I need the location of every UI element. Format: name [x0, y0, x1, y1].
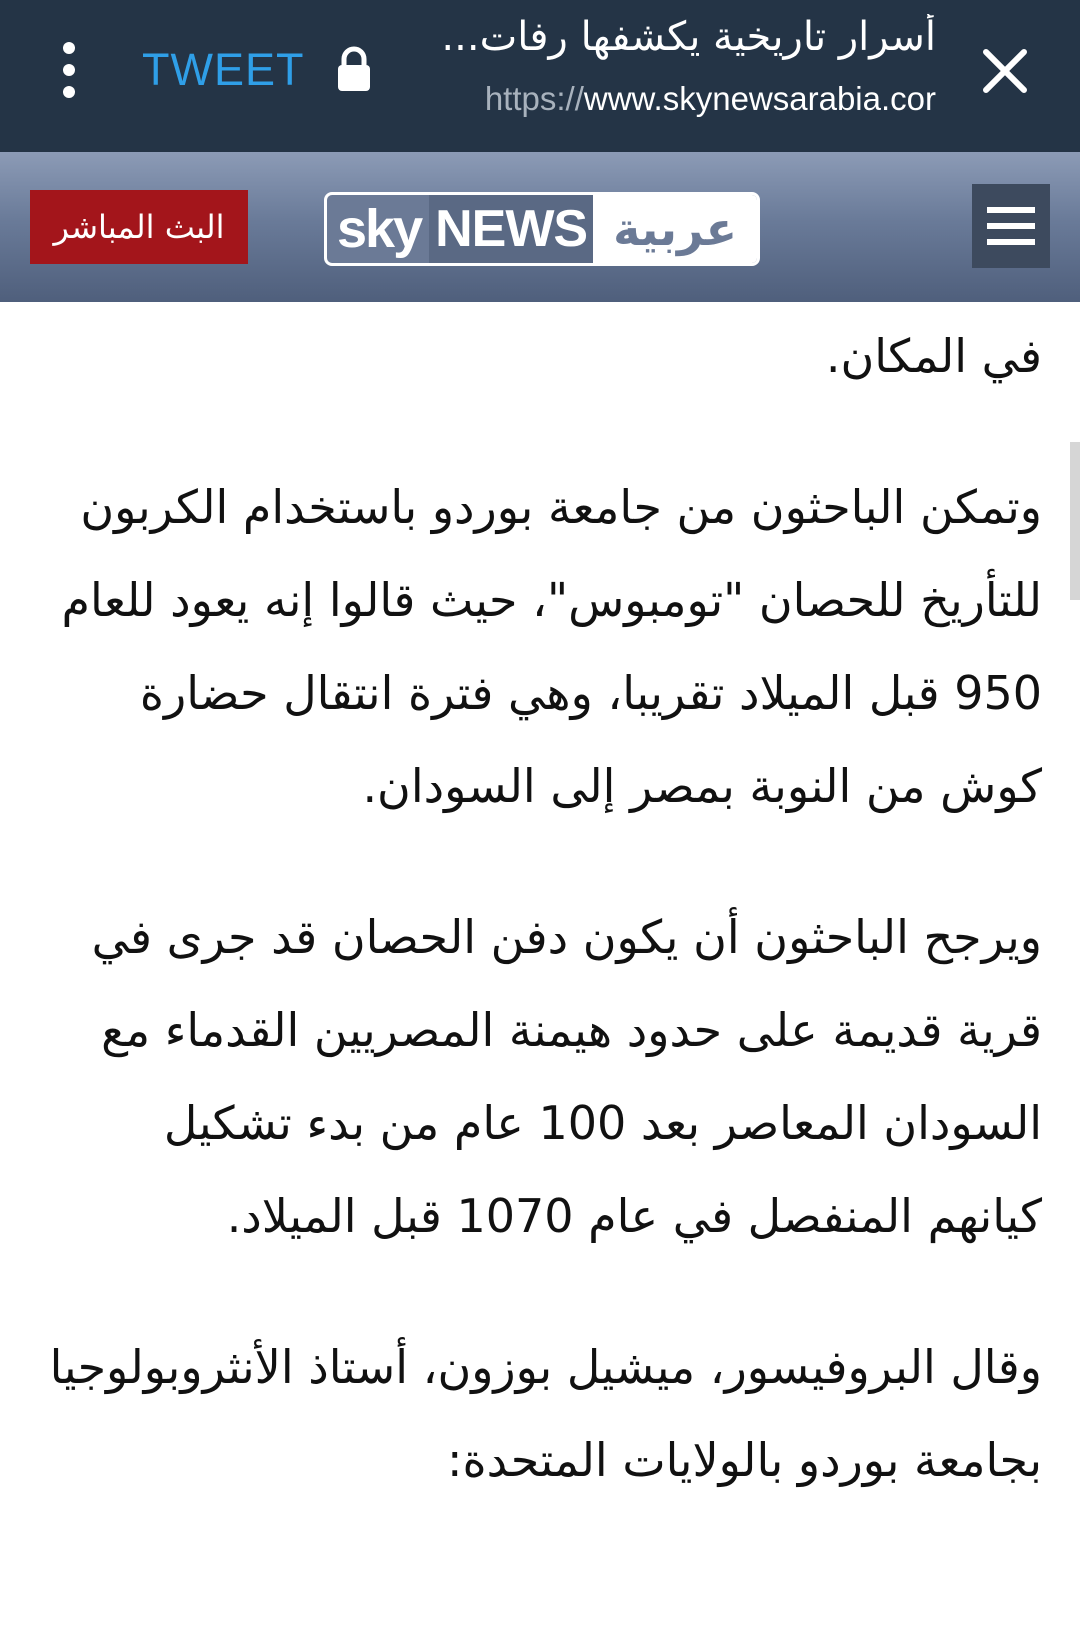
- logo-arabic-text: عربية: [593, 195, 757, 263]
- url-scheme: https://: [484, 80, 584, 117]
- page-title: أسرار تاريخية يكشفها رفات...: [441, 14, 936, 60]
- more-vertical-icon[interactable]: [54, 40, 84, 100]
- url-display[interactable]: [416, 80, 936, 118]
- url-host: www.skynewsarabia.cor: [583, 80, 936, 117]
- browser-toolbar: [0, 0, 1080, 152]
- page-scrollbar[interactable]: [1070, 442, 1080, 600]
- logo-news-text: NEWS: [429, 195, 593, 263]
- article-body: [0, 302, 1080, 1652]
- article-paragraph: ويرجح الباحثون أن يكون دفن الحصان قد جرى في قرية قديمة على حدود هيمنة المصريين القدماء مع السودان المعاصر بعد 100 عام من بدء تشكيل كيانهم المنفصل في عام 1070 قبل الميلاد.: [91, 910, 1042, 1243]
- article-paragraph: في المكان.: [825, 329, 1042, 383]
- site-header: [0, 152, 1080, 302]
- lock-icon[interactable]: [336, 46, 372, 92]
- close-tab-button[interactable]: [970, 36, 1040, 106]
- live-stream-button[interactable]: البث المباشر: [30, 190, 248, 264]
- sky-news-arabia-logo[interactable]: [324, 192, 760, 266]
- article-paragraph: وتمكن الباحثون من جامعة بوردو باستخدام الكربون للتأريخ للحصان "تومبوس"، حيث قالوا إنه يعود للعام 950 قبل الميلاد تقريبا، وهي فترة انتقال حضارة كوش من النوبة بمصر إلى السودان.: [61, 480, 1042, 813]
- article-text: [38, 310, 1042, 1565]
- logo-sky-text: sky: [337, 199, 422, 259]
- hamburger-menu-icon: [987, 207, 1035, 213]
- close-icon: [982, 48, 1028, 94]
- hamburger-menu-button[interactable]: [972, 184, 1050, 268]
- hamburger-line: [987, 223, 1035, 229]
- article-paragraph: وقال البروفيسور، ميشيل بوزون، أستاذ الأنثروبولوجيا بجامعة بوردو بالولايات المتحدة:: [49, 1340, 1042, 1487]
- hamburger-line: [987, 239, 1035, 245]
- tweet-button[interactable]: TWEET: [142, 44, 305, 95]
